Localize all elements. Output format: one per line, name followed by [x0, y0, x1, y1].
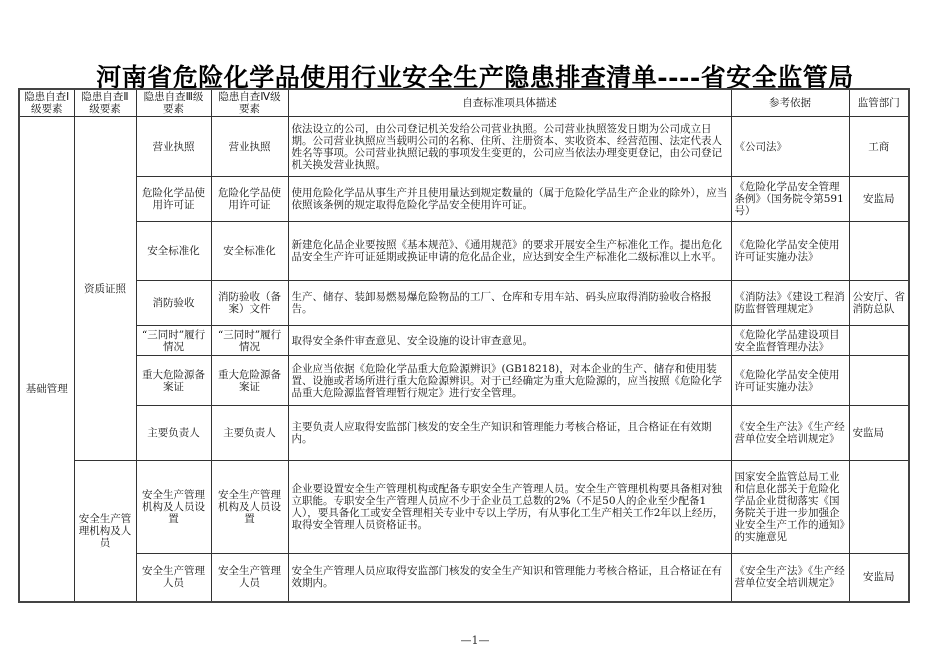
level3-cell: 安全生产管理机构及人员设置 — [136, 461, 211, 554]
level4-cell: 营业执照 — [211, 117, 288, 177]
level1-cell-basic-management: 基础管理 — [19, 117, 74, 602]
level3-cell: 主要负责人 — [136, 406, 211, 461]
level4-cell: 主要负责人 — [211, 406, 288, 461]
level3-cell: 重大危险源备案证 — [136, 356, 211, 406]
level4-cell: 安全标准化 — [211, 222, 288, 281]
description-cell: 新建危化品企业要按照《基本规范》、《通用规范》的要求开展安全生产标准化工作。提出危化品安全生产许可证延期或换证申请的危化品企业，应达到安全生产标准化二级标准以上水平。 — [288, 222, 731, 281]
hazard-checklist-table — [18, 88, 910, 603]
description-cell: 安全生产管理人员应取得安监部门核发的安全生产知识和管理能力考核合格证，且合格证在有效期内。 — [288, 554, 731, 602]
table-row — [19, 356, 909, 406]
level3-cell: 安全生产管理人员 — [136, 554, 211, 602]
reference-cell: 《危险化学品安全使用许可证实施办法》 — [731, 222, 849, 281]
department-cell: 公安厅、省消防总队 — [849, 281, 909, 326]
department-cell: 安监局 — [849, 554, 909, 602]
table-row — [19, 117, 909, 177]
reference-cell: 《危险化学品安全管理条例》（国务院令第591号） — [731, 177, 849, 222]
header-department: 监管部门 — [849, 89, 909, 117]
description-cell: 企业要设置安全生产管理机构或配备专职安全生产管理人员。安全生产管理机构要具备相对独立职能。专职安全生产管理人员应不少于企业员工总数的2%（不足50人的企业至少配备1人），要具备化工或安全管理相关专业中专以上学历，有从事化工生产相关工作2年以上经历，取得安全管理人员资格证书。 — [288, 461, 731, 554]
table-row — [19, 461, 909, 554]
header-level4: 隐患自查Ⅳ级要素 — [211, 89, 288, 117]
level4-cell: 安全生产管理人员 — [211, 554, 288, 602]
table-row — [19, 281, 909, 326]
level3-cell: “三同时”履行情况 — [136, 326, 211, 356]
level2-cell-qualifications: 资质证照 — [74, 117, 136, 461]
level4-cell: 安全生产管理机构及人员设置 — [211, 461, 288, 554]
department-cell — [849, 222, 909, 281]
level4-cell: “三同时”履行情况 — [211, 326, 288, 356]
department-cell: 工商 — [849, 117, 909, 177]
department-cell — [849, 356, 909, 406]
header-level1: 隐患自查Ⅰ级要素 — [19, 89, 74, 117]
page-number: —1— — [460, 634, 490, 647]
description-cell: 生产、储存、装卸易燃易爆危险物品的工厂、仓库和专用车站、码头应取得消防验收合格报告。 — [288, 281, 731, 326]
level2-cell-safety-management-org: 安全生产管理机构及人员 — [74, 461, 136, 602]
level3-cell: 营业执照 — [136, 117, 211, 177]
level4-cell: 重大危险源备案证 — [211, 356, 288, 406]
department-cell: 安监局 — [849, 177, 909, 222]
header-level2: 隐患自查Ⅱ级要素 — [74, 89, 136, 117]
reference-cell: 《危险化学品建设项目安全监督管理办法》 — [731, 326, 849, 356]
table-row — [19, 554, 909, 602]
reference-cell: 《危险化学品安全使用许可证实施办法》 — [731, 356, 849, 406]
table-row — [19, 222, 909, 281]
table-row — [19, 406, 909, 461]
department-cell — [849, 461, 909, 554]
level3-cell: 危险化学品使用许可证 — [136, 177, 211, 222]
reference-cell: 《消防法》《建设工程消防监督管理规定》 — [731, 281, 849, 326]
level3-cell: 安全标准化 — [136, 222, 211, 281]
reference-cell: 《安全生产法》《生产经营单位安全培训规定》 — [731, 554, 849, 602]
level4-cell: 消防验收（备案）文件 — [211, 281, 288, 326]
description-cell: 主要负责人应取得安监部门核发的安全生产知识和管理能力考核合格证，且合格证在有效期内。 — [288, 406, 731, 461]
reference-cell: 《公司法》 — [731, 117, 849, 177]
department-cell: 安监局 — [849, 406, 909, 461]
description-cell: 取得安全条件审查意见、安全设施的设计审查意见。 — [288, 326, 731, 356]
table-row — [19, 177, 909, 222]
description-cell: 使用危险化学品从事生产并且使用量达到规定数量的（属于危险化学品生产企业的除外），应当依照该条例的规定取得危险化学品安全使用许可证。 — [288, 177, 731, 222]
department-cell — [849, 326, 909, 356]
header-description: 自查标准项具体描述 — [288, 89, 731, 117]
description-cell: 企业应当依据《危险化学品重大危险源辨识》(GB18218)，对本企业的生产、储存和使用装置、设施或者场所进行重大危险源辨识。对于已经确定为重大危险源的，应当按照《危险化学品重大危险源监督管理暂行规定》进行安全管理。 — [288, 356, 731, 406]
level4-cell: 危险化学品使用许可证 — [211, 177, 288, 222]
header-reference: 参考依据 — [731, 89, 849, 117]
description-cell: 依法设立的公司，由公司登记机关发给公司营业执照。公司营业执照签发日期为公司成立日期。公司营业执照应当载明公司的名称、住所、注册资本、实收资本、经营范围、法定代表人姓名等事项。公司营业执照记载的事项发生变更的，公司应当依法办理变更登记，由公司登记机关换发营业执照。 — [288, 117, 731, 177]
reference-cell: 《安全生产法》《生产经营单位安全培训规定》 — [731, 406, 849, 461]
reference-cell: 国家安全监管总局工业和信息化部关于危险化学品企业贯彻落实《国务院关于进一步加强企业安全生产工作的通知》的实施意见 — [731, 461, 849, 554]
level3-cell: 消防验收 — [136, 281, 211, 326]
header-level3: 隐患自查Ⅲ级要素 — [136, 89, 211, 117]
header-row — [19, 89, 909, 117]
table-row — [19, 326, 909, 356]
document-title: 河南省危险化学品使用行业安全生产隐患排查清单----省安全监管局 — [96, 63, 854, 92]
